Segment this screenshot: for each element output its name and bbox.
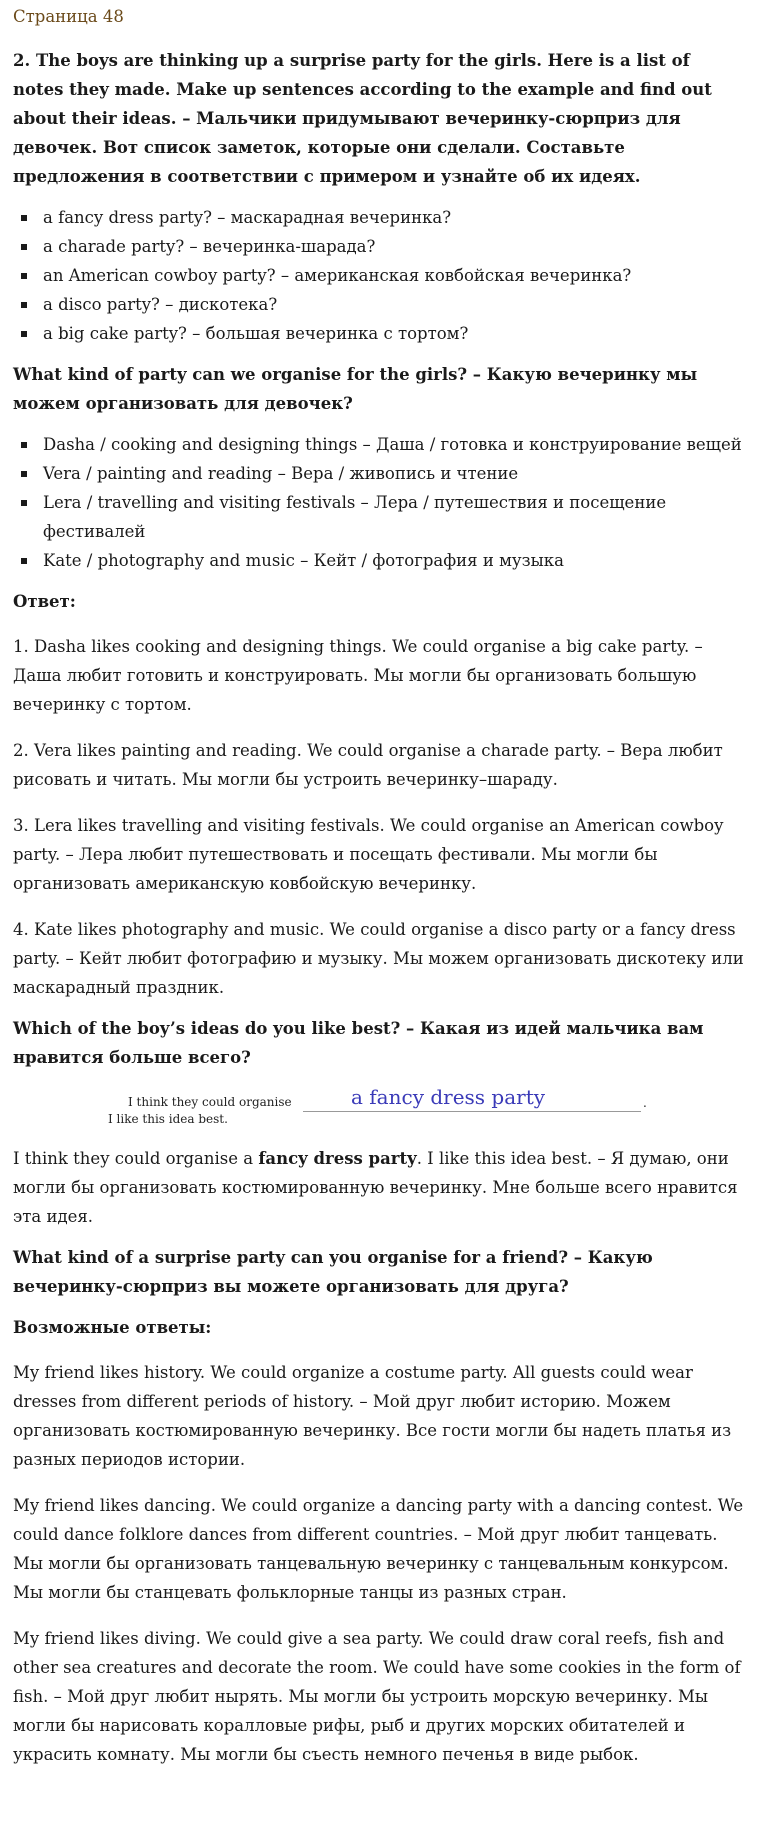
list-item: an American cowboy party? – американская ковбойская вечеринка? [43,261,745,290]
possible-answer-paragraph: My friend likes diving. We could give a sea party. We could draw coral reefs, fish and other sea creatures and decorate the room. We could have some cookies in the form of fish. – Мой друг любит нырять. Мы могли бы устроить морскую вечеринку. Мы могли бы нарисовать коралловые рифы, рыб и других морских обитателей и украсить комнату. Мы могли бы съесть немного печенья в виде рыбок. [13,1629,741,1764]
sentence-end: . [643,1096,647,1110]
best-answer-before: I think they could organise a [13,1149,259,1168]
task-heading: 2. The boys are thinking up a surprise party for the girls. Here is a list of notes they made. Make up sentences according to the example and find out about their ideas. – Мальчики придумывают вечеринку-сюрприз для девочек. Вот список заметок, которые они сделали. Составьте предложения в соответствии с примером и узнайте об их идеях. [13,51,712,186]
list-item: a fancy dress party? – маскарадная вечеринка? [43,203,745,232]
party-list [13,203,745,348]
question-girls-party: What kind of party can we organise for the girls? – Какую вечеринку мы можем организовать для девочек? [13,365,698,413]
page-link[interactable]: Страница 48 [13,7,124,26]
worksheet-prompt-line1: I think they could organise [128,1095,292,1109]
list-item: a big cake party? – большая вечеринка с тортом? [43,319,745,348]
list-item: Vera / painting and reading – Вера / живопись и чтение [43,459,745,488]
answer-underline [303,1111,641,1112]
possible-answer-paragraph: My friend likes history. We could organize a costume party. All guests could wear dresses from different periods of history. – Мой друг любит историю. Можем организовать костюмированную вечеринку. Все гости могли бы надеть платья из разных периодов истории. [13,1363,732,1469]
handwritten-text: a fancy dress party [351,1085,546,1109]
possible-answer-paragraph: My friend likes dancing. We could organize a dancing party with a dancing contest. We could dance folklore dances from different countries. – Мой друг любит танцевать. Мы могли бы организовать танцевальную вечеринку с танцевальным конкурсом. Мы могли бы станцевать фольклорные танцы из разных стран. [13,1496,744,1602]
best-answer-after: . I like this idea best. – Я думаю, они могли бы организовать костюмированную вечеринку. Мне больше всего нравится эта идея. [13,1149,738,1226]
list-item: a charade party? – вечеринка-шарада? [43,232,745,261]
best-answer-bold: fancy dress party [258,1149,417,1168]
list-item: Lera / travelling and visiting festivals – Лера / путешествия и посещение фестивалей [43,488,745,546]
handwritten-answer-image [13,1082,745,1144]
answer-paragraph: 1. Dasha likes cooking and designing things. We could organise a big cake party. – Даша любит готовить и конструировать. Мы могли бы организовать большую вечеринку с тортом. [13,637,703,714]
list-item: Dasha / cooking and designing things – Даша / готовка и конструирование вещей [43,430,745,459]
answer-paragraph: 2. Vera likes painting and reading. We could organise a charade party. – Вера любит рисовать и читать. Мы могли бы устроить вечеринку–шараду. [13,741,723,789]
answer-label: Ответ: [13,592,76,611]
list-item: Kate / photography and music – Кейт / фотография и музыка [43,546,745,575]
best-answer-paragraph [13,1144,745,1231]
question-friend-party: What kind of a surprise party can you organise for a friend? – Какую вечеринку-сюрприз вы можете организовать для друга? [13,1248,653,1296]
list-item: a disco party? – дискотека? [43,290,745,319]
girls-list [13,430,745,575]
answer-paragraph: 4. Kate likes photography and music. We could organise a disco party or a fancy dress party. – Кейт любит фотографию и музыку. Мы можем организовать дискотеку или маскарадный праздник. [13,920,744,997]
question-best-idea: Which of the boy’s ideas do you like best? – Какая из идей мальчика вам нравится больше всего? [13,1019,704,1067]
possible-answers-label: Возможные ответы: [13,1318,212,1337]
worksheet-prompt-line2: I like this idea best. [108,1112,228,1126]
answer-paragraph: 3. Lera likes travelling and visiting festivals. We could organise an American cowboy party. – Лера любит путешествовать и посещать фестивали. Мы могли бы организовать американскую ковбойскую вечеринку. [13,816,724,893]
